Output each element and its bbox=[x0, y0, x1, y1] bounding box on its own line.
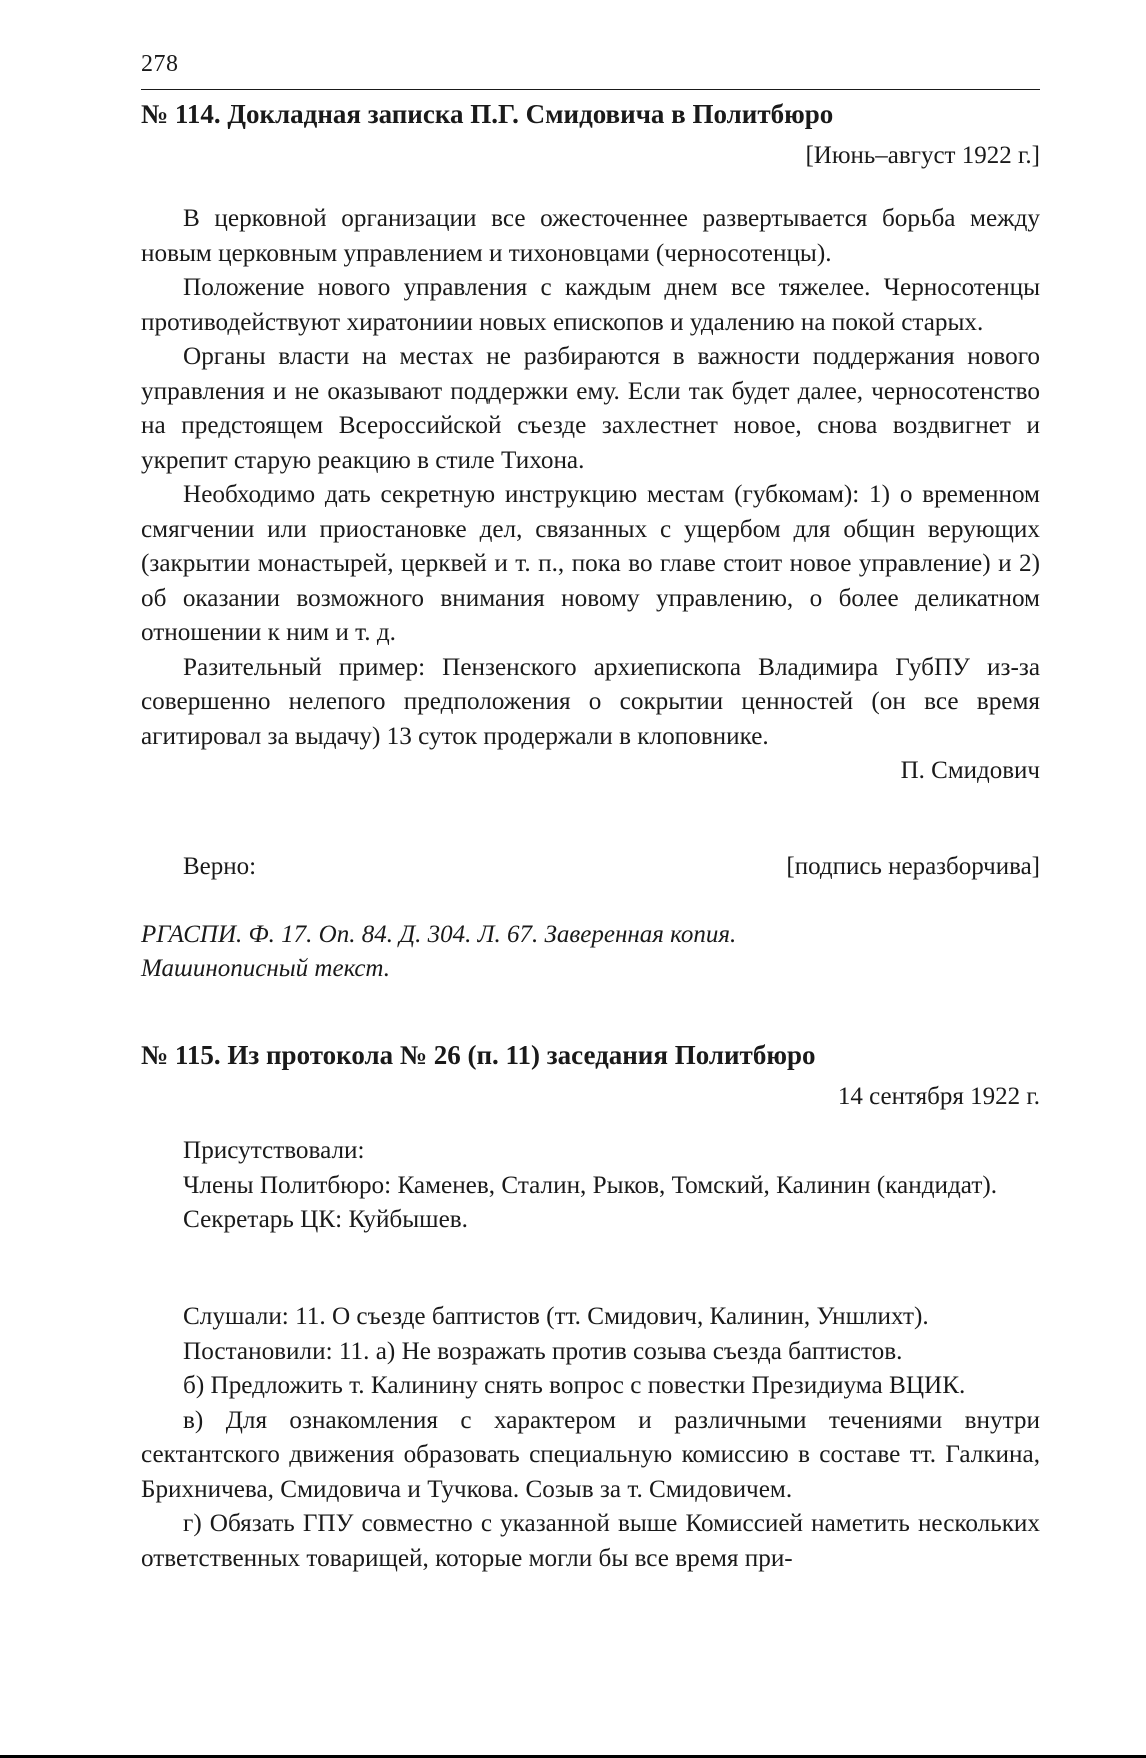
document-114-paragraph-1: В церковной организации все ожесточеннее развертывается борьба между новым церковным управлением и тихоновцами (черносотенцы). bbox=[141, 205, 1040, 267]
document-114-paragraph-5: Разительный пример: Пензенского архиепископа Владимира ГубПУ из-за совершенно нелепого предположения о сокрытии ценностей (он все время агитировал за выдачу) 13 суток продержали в клоповнике. bbox=[141, 653, 1040, 750]
document-115-date: 14 сентября 1922 г. bbox=[837, 1083, 1040, 1110]
document-114-paragraph-4: Необходимо дать секретную инструкцию местам (губкомам): 1) о временном смягчении или приостановке дел, связанных с ущербом для общин верующих (закрытии монастырей, церквей и т. п., пока во главе стоит новое управление) и 2) об оказании возможного внимания новому управлению, о более деликатном отношении к ним и т. д. bbox=[141, 481, 1040, 646]
politburo-members: Члены Политбюро: Каменев, Сталин, Рыков, Томский, Калинин (кандидат). bbox=[183, 1171, 998, 1199]
document-114-verification bbox=[141, 850, 1040, 884]
document-115-attendance bbox=[141, 1134, 1040, 1238]
resolved-item-d: г) Обязать ГПУ совместно с указанной выше Комиссией наметить нескольких ответственных товарищей, которые могли бы все время при- bbox=[141, 1510, 1040, 1572]
document-115-decisions bbox=[141, 1300, 1040, 1576]
document-114-paragraph-3: Органы власти на местах не разбираются в важности поддержания нового управления и не оказывают поддержки ему. Если так будет далее, черносотенство на предстоящем Всероссийской съезде захлестнет новое, снова воздвигнет и укрепит старую реакцию в стиле Тихона. bbox=[141, 343, 1040, 474]
document-114-date: [Июнь–август 1922 г.] bbox=[805, 142, 1040, 169]
document-115-title: № 115. Из протокола № 26 (п. 11) заседания Политбюро bbox=[141, 1040, 816, 1070]
archive-source-line-1: РГАСПИ. Ф. 17. Оп. 84. Д. 304. Л. 67. Заверенная копия. bbox=[141, 921, 737, 948]
document-114-source bbox=[141, 918, 1040, 986]
document-115-date-block bbox=[141, 1080, 1040, 1113]
heard-item: Слушали: 11. О съезде баптистов (тт. Смидович, Калинин, Уншлихт). bbox=[183, 1303, 929, 1330]
verified-note: [подпись неразборчива] bbox=[786, 853, 1040, 880]
verified-label: Верно: bbox=[183, 853, 257, 880]
document-114-paragraph-2: Положение нового управления с каждым днем все тяжелее. Черносотенцы противодействуют хиратониии новых епископов и удалению на покой старых. bbox=[141, 274, 1040, 336]
document-114-heading-block bbox=[141, 97, 1040, 131]
page-number: 278 bbox=[141, 51, 179, 77]
document-114-title: № 114. Докладная записка П.Г. Смидовича в Политбюро bbox=[141, 99, 834, 129]
document-114-date-block bbox=[141, 139, 1040, 172]
resolved-item-c: в) Для ознакомления с характером и различными течениями внутри сектантского движения образовать специальную комиссию в составе тт. Галкина, Брихничева, Смидовича и Тучкова. Созыв за т. Смидовичем. bbox=[141, 1406, 1040, 1503]
resolved-item-b: б) Предложить т. Калинину снять вопрос с повестки Президиума ВЦИК. bbox=[183, 1372, 966, 1399]
document-115-heading-block bbox=[141, 1038, 1040, 1072]
document-114-signature: П. Смидович bbox=[900, 757, 1040, 784]
cc-secretary: Секретарь ЦК: Куйбышев. bbox=[183, 1206, 468, 1233]
header-rule bbox=[141, 89, 1040, 90]
present-label: Присутствовали: bbox=[183, 1137, 365, 1164]
document-114-body bbox=[141, 202, 1040, 788]
resolved-item-a: Постановили: 11. а) Не возражать против созыва съезда баптистов. bbox=[183, 1337, 903, 1365]
archive-source-line-2: Машинописный текст. bbox=[141, 955, 391, 982]
